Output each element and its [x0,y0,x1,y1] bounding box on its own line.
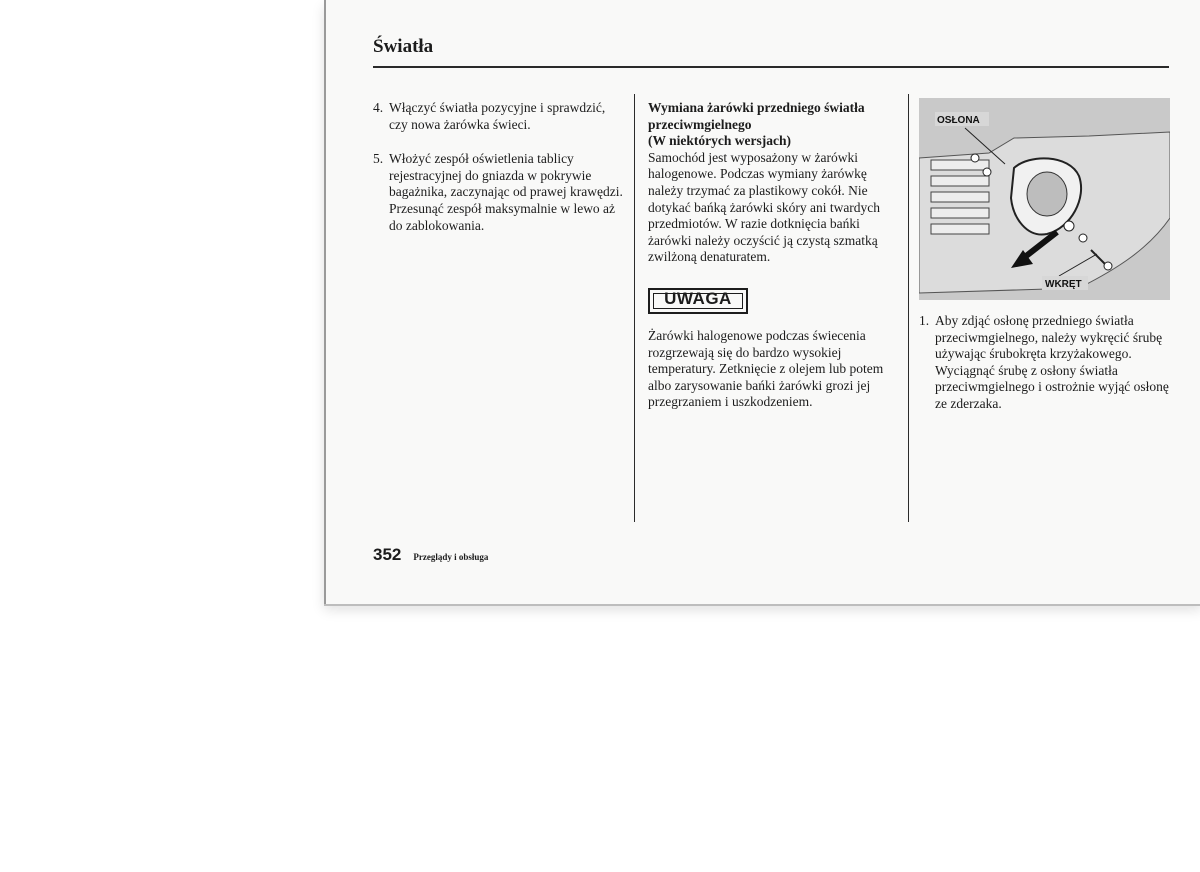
step-text: Włączyć światła pozycyjne i sprawdzić, czy nowa żarówka świeci. [389,100,606,132]
fog-light-diagram [919,98,1170,300]
clip-icon [983,168,991,176]
warning-label: UWAGA [664,288,732,308]
section-heading-title: Wymiana żarówki przedniego światła przeciwmgielnego [648,100,865,132]
step-number: 5. [373,151,384,167]
section-heading-note: (W niektórych wersjach) [648,133,791,149]
manual-page [324,0,1200,604]
step-number: 1. [919,313,930,328]
right-column [919,313,1171,431]
warning-text: Żarówki halogenowe podczas świecenia rozgrzewają się do bardzo wysokiej temperatury. Zetknięcie z olejem lub potem albo zarysowanie bańki żarówki grozi jej przegrzaniem i uszkodzeniem. [648,327,884,410]
step-4 [373,100,627,133]
step-5 [373,151,627,234]
screw-hole-icon [1064,221,1074,231]
page-title: Światła [373,36,434,57]
step-text: Aby zdjąć osłonę przedniego światła przeciwmgielnego, należy wykręcić śrubę używając śrubokręta krzyżakowego. Wyciągnąć śrubę z osłony światła przeciwmgielnego i ostrożnie wyjąć osłonę ze zderzaka. [935,313,1169,411]
column-divider [634,94,635,522]
left-column [373,100,627,252]
label-cover: OSŁONA [937,115,980,126]
step-number: 4. [373,100,384,115]
screw-icon [1104,262,1112,270]
section-heading [648,100,896,150]
intro-paragraph: Samochód jest wyposażony w żarówki halogenowe. Podczas wymiany żarówkę należy trzymać za plastikowy cokół. Nie dotykać bańką żarówki skóry ani twardych przedmiotów. W razie dotknięcia bańki żarówki należy oczyścić ją czystą szmatką zwilżoną denaturatem. [648,149,881,265]
label-screw: WKRĘT [1045,279,1082,290]
step-1 [919,313,1171,413]
step-text: Włożyć zespół oświetlenia tablicy rejestracyjnej do gniazda w pokrywie bagażnika, zaczynając od prawej krawędzi. Przesunąć zespół maksymalnie w lewo aż do zablokowania. [389,151,623,233]
page-number: 352 [373,545,402,564]
middle-column [648,100,896,411]
page-footer [373,545,488,565]
clip-icon [971,154,979,162]
footer-section-name: Przeglądy i obsługa [413,552,489,562]
warning-box [648,288,748,314]
fog-lamp [1027,172,1067,216]
title-rule [373,66,1169,68]
screw-hole-icon [1079,234,1087,242]
column-divider [908,94,909,522]
